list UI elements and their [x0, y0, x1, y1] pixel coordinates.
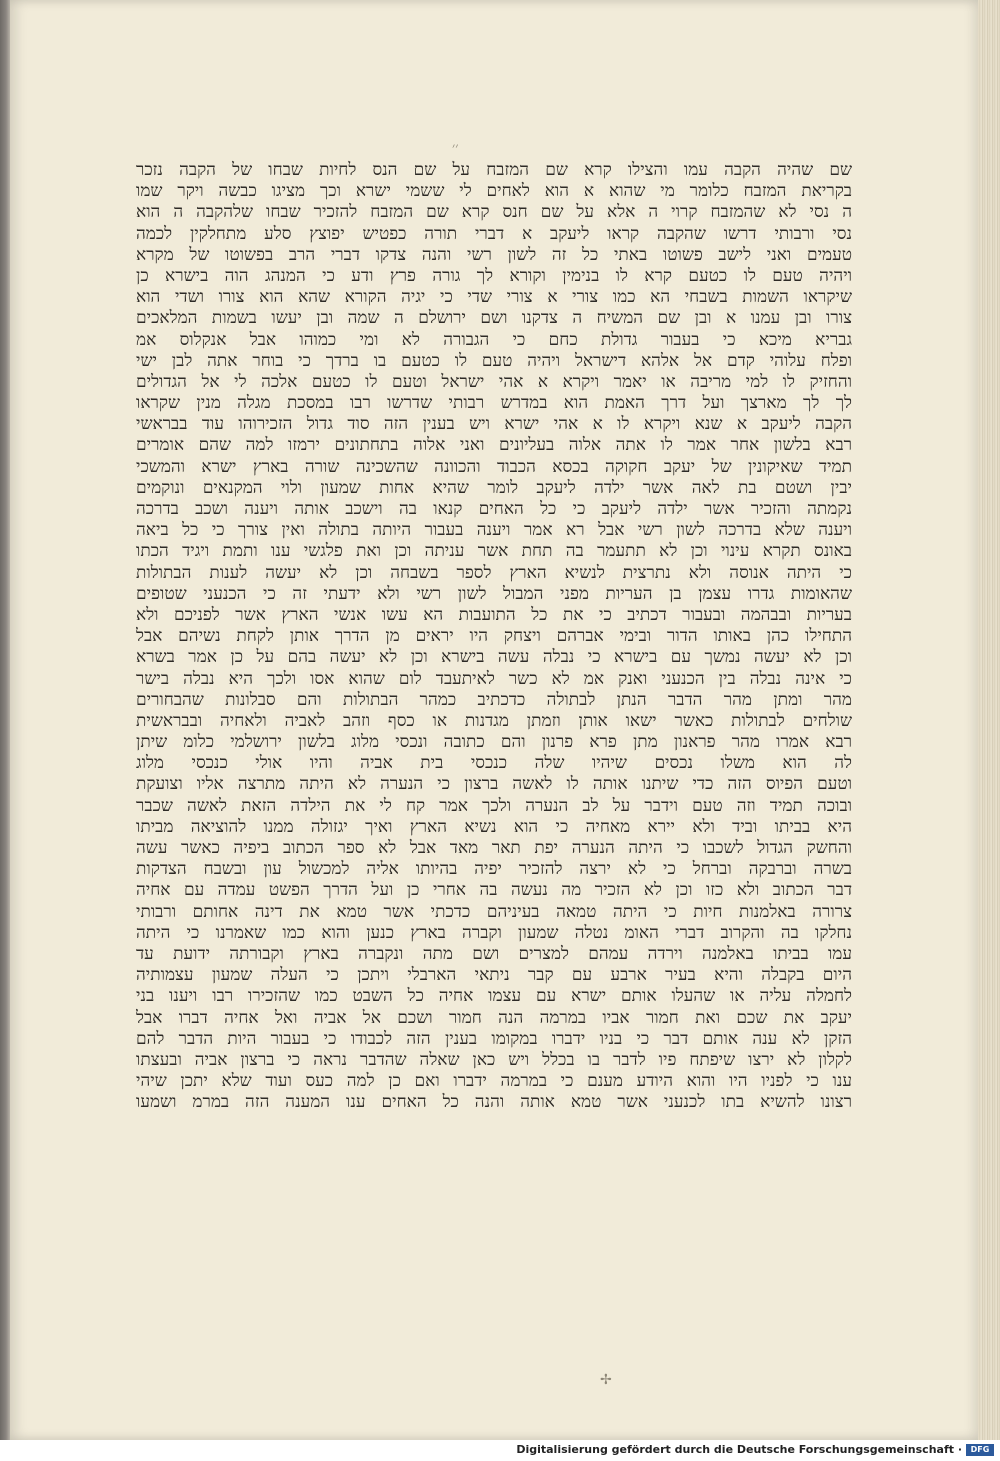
text-line: לך לך מארצך ועל דרך האמת הוא במדרש רבותי שדרשו רבו במסכת מגלה מנין שקראו	[136, 393, 852, 414]
text-line: נסי ורבותי דרשו שהקבה קראו ליעקב א דברי תורה כפטיש יפוצץ סלע מתחלקין לכמה	[136, 223, 852, 244]
text-line: ובוכה תמיד וזה טעם וידבר על לב הנערה ולכך אמר קח לי את הילדה הזאת לאשה שכבר	[136, 795, 852, 816]
text-line: שם שהיה הקבה עמו והצילו קרא שם המזבח על שם הנס לחיות שבחו של הקבה נזכר	[136, 160, 852, 180]
text-line: יעקב את שכם ואת חמור אביו במרמה הנה חמור ושכם אל אביה ואל אחיה דברו אבל	[136, 1007, 852, 1028]
text-line: וכן לא יעשה נמשך עם בישרא כי נבלה עשה בישרא וכן לא יעשה בהם על כן אמר בשרא	[136, 647, 852, 668]
text-line: ויענה שלא בדרכה לשון רשי אבל רא אמר ויענה בעבור היותה בתולה ואין צורך כי כל ביאה	[136, 520, 852, 541]
text-line: והחשק הגדול לשכבו כי היתה הנערה יפת תאר מאד אבל לא ספר הכתוב ביפיה כאשר עשה	[136, 838, 852, 858]
text-line: רצונו להשיא בתו לכנעני אשר טמא אותה והנה כל האחים ענו המענה הזה במרמ ושמעו	[136, 1092, 852, 1113]
text-line: רבא בלשון אחר אמר לו אתה אלוה בעליונים ואני אלוה בתחתונים ירמזו למה שהם אומרים	[136, 435, 852, 456]
footer-bar	[0, 1440, 1000, 1461]
text-line: באונס תקרא עינוי וכן לא תתעמר בה תחת אשר עניתה וכן ואת פלגשי ענו ותמת ויגיד הכתו	[136, 541, 852, 562]
text-line: היא בביתו וביד ולא יירא מאחיה כי הוא נשיא הארץ ואיך יגזולה ממנו להוציאה מביתו	[136, 816, 852, 837]
text-line: מהר ומתן מהר הדבר הנתן לבתולה כדכתיב כמהר הבתולות והם סבלונות שהבחורים	[136, 689, 852, 710]
hebrew-text-block	[136, 160, 852, 1113]
text-line: בעריות ובבהמה ובעבור דכתיב כי את כל התועבות הא עשו אנשי הארץ אשר לפניכם ולא	[136, 604, 852, 625]
text-line: לקלון לא ירצו שיפתח פיו לדבר בו בכלל ויש כאן שאלה שהדבר נראה כי ברצון אביה ובעצתו	[136, 1049, 852, 1070]
footer-credit: Digitalisierung gefördert durch die Deutsche Forschungsgemeinschaft ·	[516, 1443, 962, 1456]
text-line: כי היתה אנוסה ולא נתרצית לנשיא הארץ לספר בשבחה וכן לא יעשה לענות הבתולות	[136, 562, 852, 583]
text-line: עמו בביתו באלמנה וירדה עמהם למצרים ושם מתה ונקברה בארץ וקבורתה ידועת עד	[136, 943, 852, 964]
bottom-margin-mark: ✢	[600, 1372, 612, 1388]
text-line: בקריאת המזבח כלומר מי שהוא א הוא לאחים לי ששמי ישרא וכך מציגו כבשה ויקר שמו	[136, 181, 852, 202]
text-line: דבר הכתוב ולא כזו וכן לא הזכיר מה נעשה בה אחרי כן ועל הדרך הפשט עמדה עם אחיה	[136, 880, 852, 901]
text-line: בשרה וברבקה וברחל כי לא ירצה להזכיר יפיה בהיותו אליה למכשול עון ובשבח הצדקות	[136, 859, 852, 880]
book-page	[10, 0, 978, 1440]
text-line: גבריא מיכא כי בעבור גדולת כחם כי הגבורה לא ומי כמוהו אבל אנקלוס אמ	[136, 329, 852, 350]
text-line: ה נסי לא שהמזבח קרוי ה אלא על שם חנס קרא שם המזבח להזכיר שבחו שלהקבה ה הוא	[136, 202, 852, 223]
text-line: שולחים לבתולות כאשר ישאו אותן וזמתן מגדנות או כסף וזהב לאביה ולאחיה ובבראשית	[136, 710, 852, 731]
text-line: נחלקו בה והקרוב דברי האומ נטלה שמעון וקברה בארץ כנען והוא כמו שאמרנו כי היתה	[136, 922, 852, 943]
text-line: הקבה ליעקב א שנא ויקרא לו א אהי ישרא ויש בענין הזה סוד גדול הזכירוהו עוד בבראשי	[136, 414, 852, 435]
text-line: כי אינה נבלה בין הכנעני ואנק אמ לא כשר לאיתעבד לום שהוא אסו ולכך היא נבלה בישר	[136, 668, 852, 689]
text-line: לה הוא משלו נכסים שיהיו שלה כנכסי בית אביה והיו אולי כנכסי מלוג	[136, 753, 852, 774]
text-line: ופלח עלוהי קדם אל אלהא דישראל ויהיה טעם לו כטעם בו ברדך כי בוחר אתה לבן ישי	[136, 350, 852, 371]
text-line: לחמלה עליה או שהעלו אותם ישרא עם עצמו אחיה כל השבט כמו שהזכירו רבו ויענו בני	[136, 986, 852, 1007]
text-line: נקמתה והזכיר אשר ילדה ליעקב כי כל האחים קנאו בה וישכב אותה ויענה ושכב בדרכה	[136, 499, 852, 519]
text-line: ויהיה טעם לו כטעם קרא לו בנימין וקורא לך גורה פרץ ודע כי המנהג הוה בישרא כן	[136, 265, 852, 286]
text-line: צורו ובן עמנו א ובן שם המשיח ה צדקנו ושם ירושלם ה שמה ובן יעשו בשמות המלאכים	[136, 308, 852, 329]
text-line: צרורה באלמנות חיות כי היתה טמאה בעיניהם כדכתי אשר טמא את דינה אחותם ורבותי	[136, 901, 852, 922]
text-line: והחזיק לו למי מריבה או יאמר ויקרא א אהי ישראל וטעם לו כטעם אלכה לי אל הגדולים	[136, 371, 852, 392]
text-line: שיקראו השמות בשבחי הא כמו צורי א צורי שדי כי יגיה הקורא שהא הוא צורו ושדי הוא	[136, 287, 852, 308]
text-line: תמיד שאיקונין של יעקב חקוקה בכסא הכבוד והכוונה שהשכינה שורה בארץ ישרא והמשכי	[136, 456, 852, 477]
text-line: רבא אמרו מהר פראנון מתן פרא פרנון והם כתובה ונכסי מלוג בלשון ירושלמי כלומ שיתן	[136, 732, 852, 753]
page-edge	[978, 0, 1000, 1440]
text-line: טעמים ואני לישב פשוטו באתי כל זה לשון רשי והנה צדקו דברי הרב בפשוטו של מקרא	[136, 244, 852, 265]
text-line: היום בקבלה והיא בעיר ארבע עם קבר ניתאי הארבלי ויתכן כי העלה שמעון עצמותיה	[136, 965, 852, 986]
text-line: שהאומות גדרו עצמן בן העריות מפני המבול לשון רשי ולא ידעתי זה כי הכנעני שטופים	[136, 583, 852, 604]
text-line: הזקן לא ענה אותם דבר כי בניו ידברו במקומו בענין הזה לכבודו כי בעבור היות הדבר להם	[136, 1028, 852, 1049]
text-line: התחילו כהן באותו הדור ובימי אברהם ויצחק היו יראים מן הדרך אותן לקחת נשיהם אבל	[136, 626, 852, 647]
text-line: ענו כי לפניו היו והוא היודע מענם כי במרמה ידברו ואם כן למה כעס ועוד שלא יתכן שיהי	[136, 1071, 852, 1092]
dfg-logo: DFG	[966, 1444, 994, 1456]
top-margin-mark: ׳׳	[452, 140, 459, 156]
text-line: וטעם הפיוס הזה כדי שיתנו אותה לו לאשה ברצון כי הנערה לא היתה מתרצה אליו וצועקת	[136, 774, 852, 795]
text-line: יבין ושטם בת לאה אשר ילדה ליעקב לומר שהיא אחות שמעון ולוי המקנאים ונוקמים	[136, 477, 852, 498]
